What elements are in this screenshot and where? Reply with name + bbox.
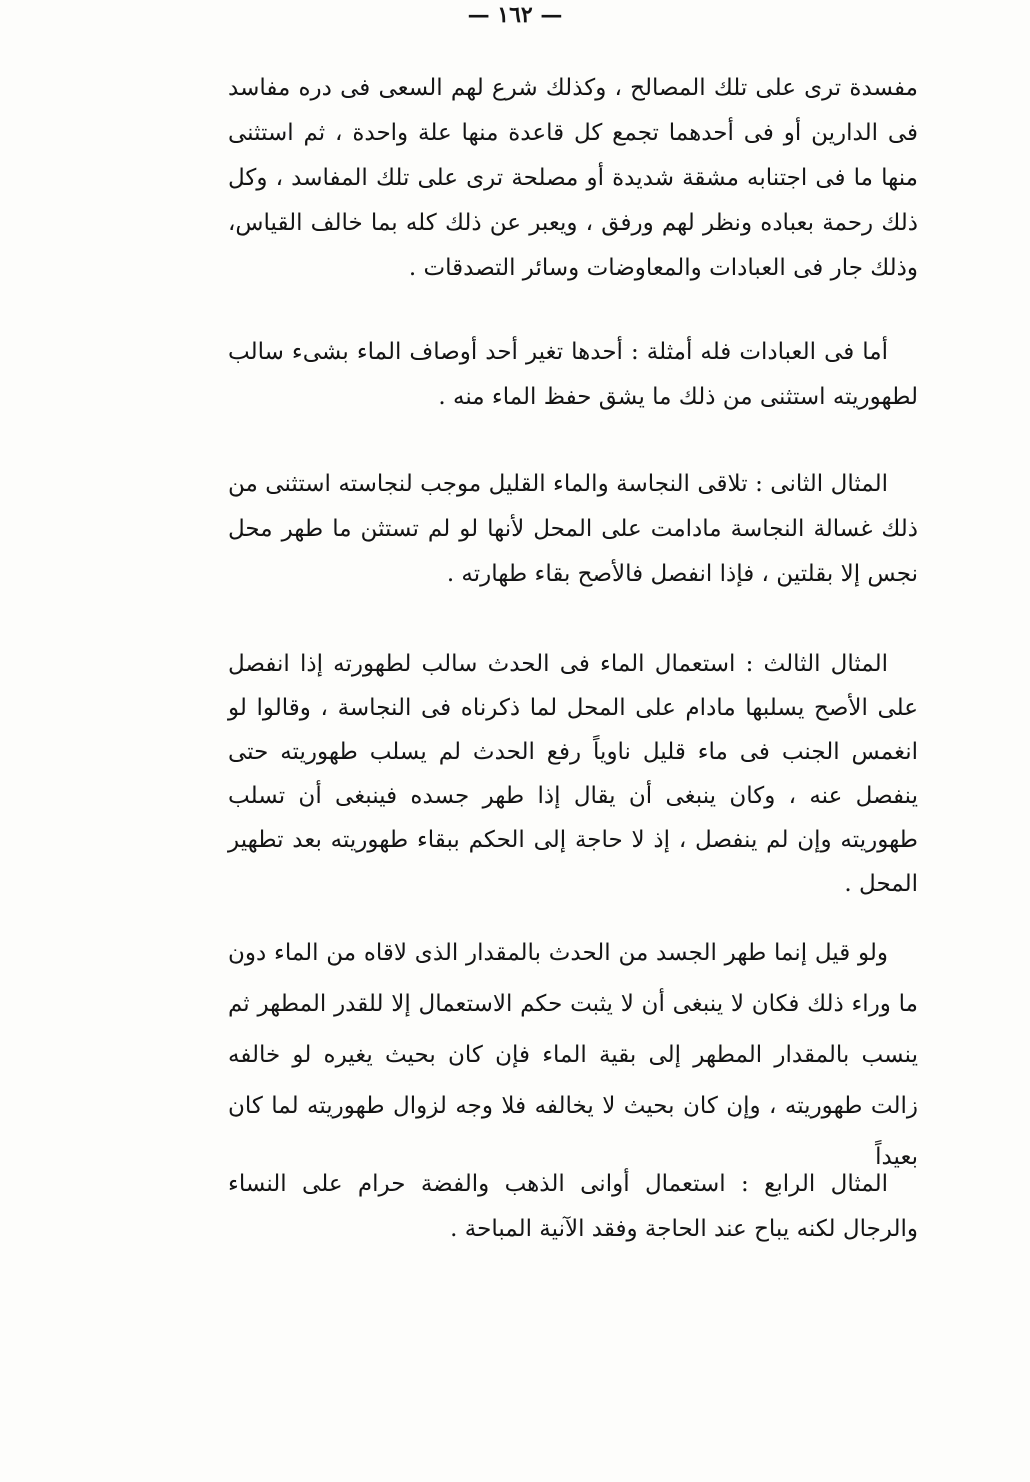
paragraph-6-text: المثال الرابع : استعمال أوانى الذهب والفضة حرام على النساء والرجال لكنه يباح عند الحاجة وفقد الآنية المباحة . xyxy=(228,1171,918,1242)
paragraph-5 xyxy=(228,928,918,1183)
paragraph-1 xyxy=(228,66,918,291)
paragraph-6 xyxy=(228,1162,918,1252)
page-number: — ١٦٢ — xyxy=(467,2,563,28)
paragraph-4 xyxy=(228,642,918,906)
paragraph-2-text: أما فى العبادات فله أمثلة : أحدها تغير أحد أوصاف الماء بشىء سالب لطهوريته استثنى من ذلك ما يشق حفظ الماء منه . xyxy=(228,339,918,410)
paragraph-3 xyxy=(228,462,918,597)
paragraph-4-text: المثال الثالث : استعمال الماء فى الحدث سالب لطهورته إذا انفصل على الأصح يسلبها مادام على المحل لما ذكرناه فى النجاسة ، وقالوا لو انغمس الجنب فى ماء قليل ناوياً رفع الحدث لم يسلب طهوريته حتى ينفصل عنه ، وكان ينبغى أن يقال إذا طهر جسده فينبغى أن تسلب طهوريته وإن لم ينفصل ، إذ لا حاجة إلى الحكم ببقاء طهوريته بعد تطهير المحل . xyxy=(228,651,918,897)
paragraph-5-text: ولو قيل إنما طهر الجسد من الحدث بالمقدار الذى لاقاه من الماء دون ما وراء ذلك فكان لا ينبغى أن لا يثبت حكم الاستعمال إلا للقدر المطهر ثم ينسب بالمقدار المطهر إلى بقية الماء فإن كان بحيث يغيره لو خالفه زالت طهوريته ، وإن كان بحيث لا يخالفه فلا وجه لزوال طهوريته لما كان بعيداً xyxy=(228,940,918,1170)
paragraph-1-text: مفسدة ترى على تلك المصالح ، وكذلك شرع لهم السعى فى دره مفاسد فى الدارين أو فى أحدهما تجمع كل قاعدة منها علة واحدة ، ثم استثنى منها ما فى اجتنابه مشقة شديدة أو مصلحة ترى على تلك المفاسد ، وكل ذلك رحمة بعباده ونظر لهم ورفق ، ويعبر عن ذلك كله بما خالف القياس، وذلك جار فى العبادات والمعاوضات وسائر التصدقات . xyxy=(228,75,918,281)
paragraph-3-text: المثال الثانى : تلاقى النجاسة والماء القليل موجب لنجاسته استثنى من ذلك غسالة النجاسة مادامت على المحل لأنها لو لم تستثن ما طهر محل نجس إلا بقلتين ، فإذا انفصل فالأصح بقاء طهارته . xyxy=(228,471,918,587)
paragraph-2 xyxy=(228,330,918,420)
